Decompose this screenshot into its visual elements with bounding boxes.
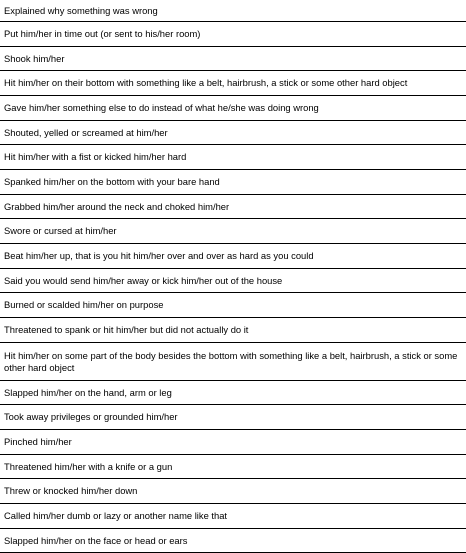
list-item-text: Hit him/her with a fist or kicked him/her hard: [4, 151, 187, 162]
list-item-text: Slapped him/her on the hand, arm or leg: [4, 386, 172, 398]
list-item-text: Hit him/her on some part of the body besides the bottom with something like a belt, hairbrush, a stick or some other hard object: [4, 349, 458, 373]
list-item-text: Shouted, yelled or screamed at him/her: [4, 126, 168, 138]
list-item-text: Took away privileges or grounded him/her: [4, 411, 178, 422]
list-item-text: Spanked him/her on the bottom with your bare hand: [4, 176, 220, 187]
list-item-text: Slapped him/her on the face or head or ears: [4, 534, 188, 546]
list-item: [0, 455, 466, 479]
list-item: [0, 22, 466, 47]
list-item-text: Pinched him/her: [4, 436, 72, 447]
list-item-text: Shook him/her: [4, 52, 65, 64]
list-item-text: Grabbed him/her around the neck and choked him/her: [4, 200, 230, 212]
list-item: [0, 71, 466, 96]
list-item-text: Called him/her dumb or lazy or another name like that: [4, 510, 228, 521]
list-item: [0, 504, 466, 529]
list-item-text: Threw or knocked him/her down: [4, 485, 138, 496]
list-item: [0, 343, 466, 381]
list-item: [0, 145, 466, 170]
list-item-text: Swore or cursed at him/her: [4, 225, 117, 236]
list-item: [0, 195, 466, 219]
list-item-text: Put him/her in time out (or sent to his/her room): [4, 28, 201, 39]
list-item: [0, 96, 466, 121]
list-item-text: Threatened him/her with a knife or a gun: [4, 460, 173, 472]
list-item-text: Said you would send him/her away or kick him/her out of the house: [4, 274, 283, 286]
list-item: [0, 219, 466, 244]
list-item: [0, 405, 466, 430]
list-item-text: Threatened to spank or hit him/her but did not actually do it: [4, 324, 249, 335]
list-item: [0, 47, 466, 71]
list-item: [0, 430, 466, 455]
list-item: [0, 318, 466, 343]
list-item: [0, 244, 466, 269]
list-item: [0, 121, 466, 145]
list-item-text: Beat him/her up, that is you hit him/her over and over as hard as you could: [4, 250, 314, 261]
list-item-text: Gave him/her something else to do instead of what he/she was doing wrong: [4, 102, 319, 113]
list-item: [0, 293, 466, 318]
list-item: [0, 269, 466, 293]
list-item: [0, 381, 466, 405]
list-item: [0, 0, 466, 22]
list-item-text: Explained why something was wrong: [4, 4, 158, 16]
list-item: [0, 529, 466, 552]
list-item-text: Burned or scalded him/her on purpose: [4, 299, 164, 310]
list-item: [0, 479, 466, 504]
list-item-text: Hit him/her on their bottom with something like a belt, hairbrush, a stick or some other hard object: [4, 77, 408, 88]
list-item: [0, 170, 466, 195]
